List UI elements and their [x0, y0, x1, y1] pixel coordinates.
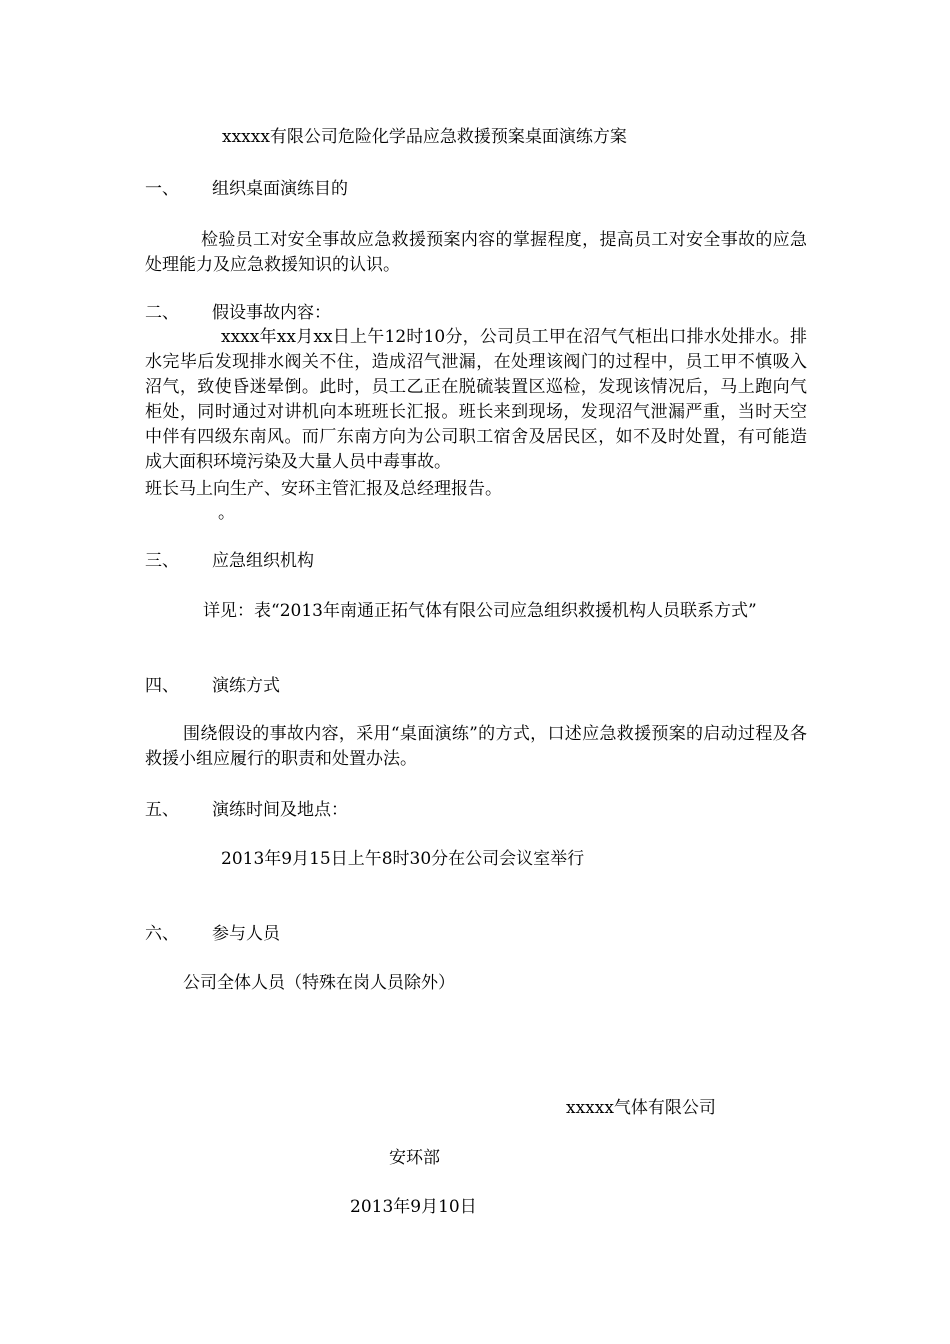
section-6-number: 六、: [145, 924, 179, 944]
section-2-body-report: 班长马上向生产、安环主管汇报及总经理报告。: [145, 479, 502, 499]
section-6-heading: 参与人员: [212, 924, 280, 944]
section-6-body: 公司全体人员（特殊在岗人员除外）: [183, 973, 455, 993]
section-4-number: 四、: [145, 676, 179, 696]
signature-department: 安环部: [389, 1148, 440, 1168]
section-5-heading: 演练时间及地点：: [212, 800, 348, 820]
section-3-heading: 应急组织机构: [212, 551, 314, 571]
section-2-heading: 假设事故内容：: [212, 303, 331, 323]
section-4-heading: 演练方式: [212, 676, 280, 696]
section-3-body: 详见：表“2013年南通正拓气体有限公司应急组织救援机构人员联系方式”: [203, 601, 757, 621]
section-2-body: xxxx年xx月xx日上午12时10分，公司员工甲在沼气气柜出口排水处排水。排水完毕后发现排水阀关不住，造成沼气泄漏，在处理该阀门的过程中，员工甲不慎吸入沼气，致使昏迷晕倒。此时，员工乙正在脱硫装置区巡检，发现该情况后，马上跑向气柜处，同时通过对讲机向本班班长汇报。班长来到现场，发现沼气泄漏严重，当时天空中伴有四级东南风。而厂东南方向为公司职工宿舍及居民区，如不及时处置，有可能造成大面积环境污染及大量人员中毒事故。: [145, 327, 807, 472]
section-2-trailing-mark: 。: [218, 503, 235, 523]
section-1-number: 一、: [145, 179, 179, 199]
document-title: xxxxx有限公司危险化学品应急救援预案桌面演练方案: [222, 127, 627, 147]
section-4-body: 围绕假设的事故内容，采用“桌面演练”的方式，口述应急救援预案的启动过程及各救援小组应履行的职责和处置办法。: [145, 724, 807, 769]
signature-date: 2013年9月10日: [350, 1197, 477, 1217]
section-3-number: 三、: [145, 551, 179, 571]
section-2-number: 二、: [145, 303, 179, 323]
section-1-body: 检验员工对安全事故应急救援预案内容的掌握程度，提高员工对安全事故的应急处理能力及应急救援知识的认识。: [145, 230, 807, 275]
section-5-number: 五、: [145, 800, 179, 820]
section-5-body: 2013年9月15日上午8时30分在公司会议室举行: [221, 849, 585, 869]
section-1-heading: 组织桌面演练目的: [212, 179, 348, 199]
signature-company: xxxxx气体有限公司: [566, 1098, 716, 1118]
